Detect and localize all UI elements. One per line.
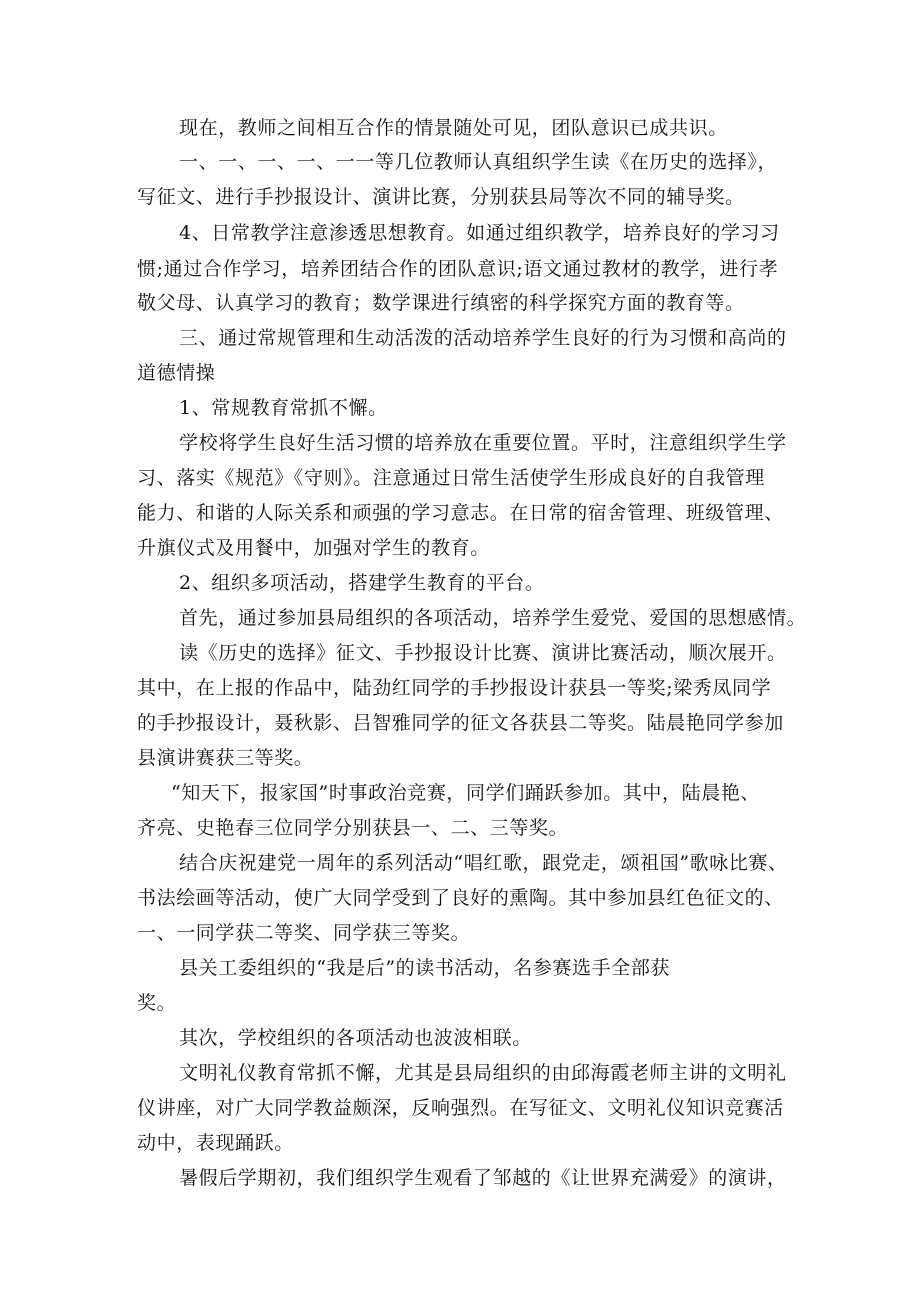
text-line-15: 首先，通过参加县局组织的各项活动，培养学生爱党、爱国的思想感情。 bbox=[179, 607, 807, 629]
text-line-17: 其中，在上报的作品中，陆劲红同学的手抄报设计获县一等奖;梁秀凤同学 bbox=[137, 677, 772, 699]
text-line-25: 县关工委组织的“我是后”的读书活动，名参赛选手全部获 bbox=[179, 957, 671, 979]
text-line-28: 文明礼仪教育常抓不懈，尤其是县局组织的由邱海霞老师主讲的文明礼 bbox=[179, 1062, 787, 1084]
text-line-6: 敬父母、认真学习的教育；数学课进行缜密的科学探究方面的教育等。 bbox=[137, 292, 745, 314]
text-line-16: 读《历史的选择》征文、手抄报设计比赛、演讲比赛活动，顺次展开。 bbox=[179, 642, 787, 664]
text-line-8: 道德情操 bbox=[137, 362, 216, 384]
text-line-7: 三、通过常规管理和生动活泼的活动培养学生良好的行为习惯和高尚的 bbox=[179, 327, 787, 349]
text-line-30: 动中，表现踊跃。 bbox=[137, 1132, 294, 1154]
text-line-13: 升旗仪式及用餐中，加强对学生的教育。 bbox=[137, 537, 490, 559]
text-line-9: 1、常规教育常抓不懈。 bbox=[179, 397, 388, 419]
text-line-18: 的手抄报设计，聂秋影、吕智雅同学的征文各获县二等奖。陆晨艳同学参加 bbox=[137, 712, 784, 734]
text-line-27: 其次，学校组织的各项活动也波波相联。 bbox=[179, 1027, 532, 1049]
text-line-11: 习、落实《规范》《守则》。注意通过日常生活使学生形成良好的自我管理 bbox=[137, 467, 765, 489]
text-line-21: 齐亮、史艳春三位同学分别获县一、二、三等奖。 bbox=[137, 817, 569, 839]
text-line-23: 书法绘画等活动，使广大同学受到了良好的熏陶。其中参加县红色征文的、 bbox=[137, 887, 784, 909]
text-line-24: 一、一同学获二等奖、同学获三等奖。 bbox=[137, 922, 471, 944]
text-line-31: 暑假后学期初，我们组织学生观看了邹越的《让世界充满爱》的演讲， bbox=[179, 1167, 787, 1189]
text-line-26: 奖。 bbox=[137, 992, 177, 1014]
text-line-2: 一、一、一、一、一一等几位教师认真组织学生读《在历史的选择》， bbox=[179, 151, 778, 173]
text-line-14: 2、组织多项活动，搭建学生教育的平台。 bbox=[179, 572, 545, 594]
text-line-19: 县演讲赛获三等奖。 bbox=[137, 747, 314, 769]
text-line-5: 惯;通过合作学习，培养团结合作的团队意识;语文通过教材的教学，进行孝 bbox=[137, 258, 779, 280]
text-line-1: 现在，教师之间相互合作的情景随处可见，团队意识已成共识。 bbox=[179, 117, 728, 139]
text-line-4: 4、日常教学注意渗透思想教育。如通过组织教学，培养良好的学习习 bbox=[179, 222, 780, 244]
text-line-20: “知天下，报家国”时事政治竞赛，同学们踊跃参加。其中，陆晨艳、 bbox=[171, 782, 761, 804]
text-line-3: 写征文、进行手抄报设计、演讲比赛，分别获县局等次不同的辅导奖。 bbox=[137, 186, 745, 208]
text-line-12: 能力、和谐的人际关系和顽强的学习意志。在日常的宿舍管理、班级管理、 bbox=[137, 502, 784, 524]
text-line-22: 结合庆祝建党一周年的系列活动“唱红歌，跟党走，颂祖国”歌咏比赛、 bbox=[179, 852, 788, 874]
text-line-29: 仪讲座，对广大同学教益颇深，反响强烈。在写征文、文明礼仪知识竞赛活 bbox=[137, 1097, 784, 1119]
text-line-10: 学校将学生良好生活习惯的培养放在重要位置。平时，注意组织学生学 bbox=[179, 432, 787, 454]
